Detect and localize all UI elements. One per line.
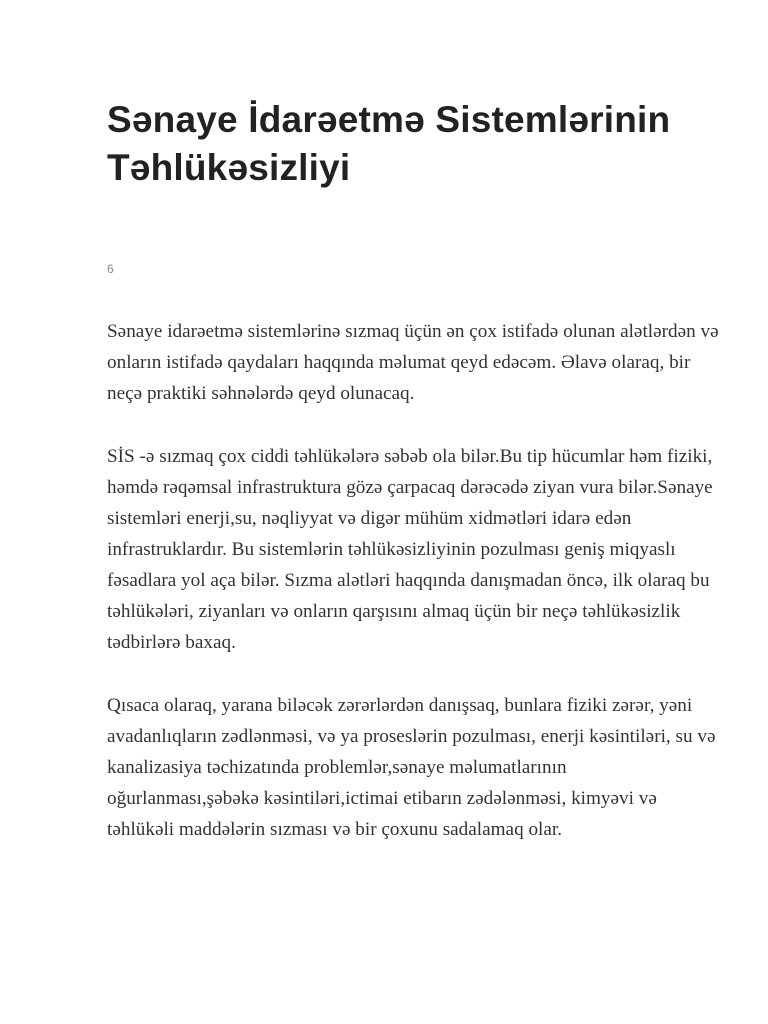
- article-body: [107, 316, 722, 845]
- page-number: 6: [107, 262, 114, 276]
- paragraph-intro: Sənaye idarəetmə sistemlərinə sızmaq üçün ən çox istifadə olunan alətlərdən və onların istifadə qaydaları haqqında məlumat qeyd edəcəm. Əlavə olaraq, bir neçə praktiki səhnələrdə qeyd olunacaq.: [107, 321, 719, 404]
- paragraph-damages: Qısaca olaraq, yarana biləcək zərərlərdən danışsaq, bunlara fiziki zərər, yəni avadanlıqların zədlənməsi, və ya proseslərin pozulması, enerji kəsintiləri, su və kanalizasiya təchizatında problemlər,sənaye məlumatlarının oğurlanması,şəbəkə kəsintiləri,ictimai etibarın zədələnməsi, kimyəvi və təhlükəli maddələrin sızması və bir çoxunu sadalamaq olar.: [107, 695, 716, 840]
- article: [107, 96, 722, 877]
- article-title: Sənaye İdarəetmə Sistemlərinin Təhlükəsizliyi: [107, 99, 671, 188]
- paragraph-threats: SİS -ə sızmaq çox ciddi təhlükələrə səbəb ola bilər.Bu tip hücumlar həm fiziki, həmdə rəqəmsal infrastruktura gözə çarpacaq dərəcədə ziyan vura bilər.Sənaye sistemləri enerji,su, nəqliyyat və digər mühüm xidmətləri idarə edən infrastruklardır. Bu sistemlərin təhlükəsizliyinin pozulması geniş miqyaslı fəsadlara yol aça bilər. Sızma alətləri haqqında danışmadan öncə, ilk olaraq bu təhlükələri, ziyanları və onların qarşısını almaq üçün bir neçə təhlükəsizlik tədbirlərə baxaq.: [107, 446, 713, 653]
